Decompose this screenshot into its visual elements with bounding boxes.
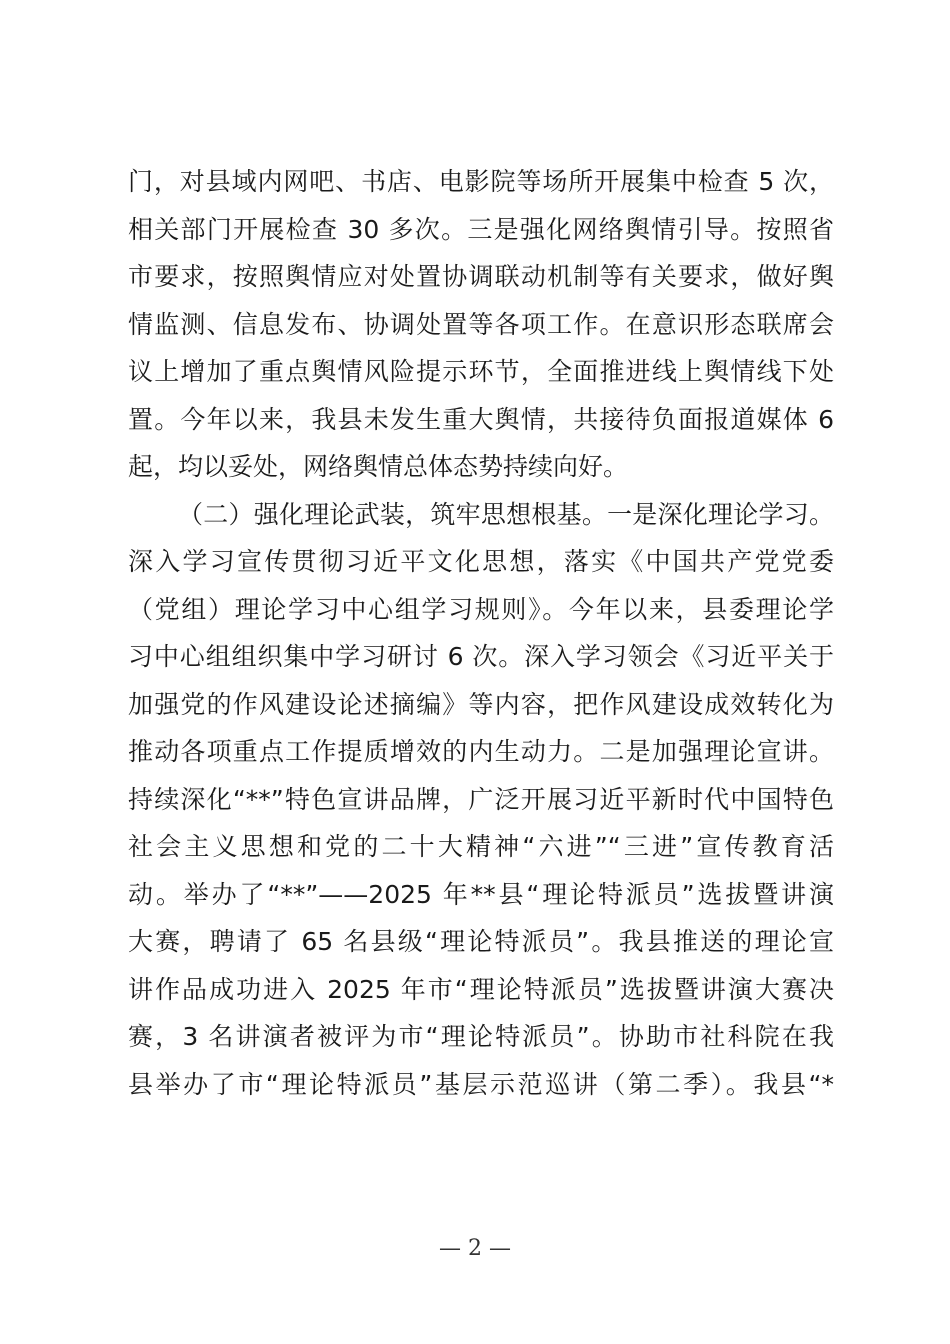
text-line: 动。举办了“**”——2025 年**县“理论特派员”选拔暨讲演 [128, 879, 834, 909]
text-line: 持续深化“**”特色宣讲品牌，广泛开展习近平新时代中国特色 [128, 784, 834, 814]
text-line: 起，均以妥处，网络舆情总体态势持续向好。 [128, 452, 629, 481]
text-line: 市要求，按照舆情应对处置协调联动机制等有关要求，做好舆 [128, 262, 834, 291]
text-line: 大赛，聘请了 65 名县级“理论特派员”。我县推送的理论宣 [128, 927, 834, 956]
paragraph-first-line: （二）强化理论武装，筑牢思想根基。一是深化理论学习。 [178, 499, 834, 529]
text-line: 议上增加了重点舆情风险提示环节，全面推进线上舆情线下处 [128, 357, 834, 386]
text-line: 讲作品成功进入 2025 年市“理论特派员”选拔暨讲演大赛决 [128, 974, 834, 1004]
text-line: 相关部门开展检查 30 多次。三是强化网络舆情引导。按照省 [128, 214, 834, 244]
text-line: 情监测、信息发布、协调处置等各项工作。在意识形态联席会 [128, 309, 834, 339]
text-line: 赛，3 名讲演者被评为市“理论特派员”。协助市社科院在我 [128, 1022, 834, 1051]
text-line: 推动各项重点工作提质增效的内生动力。二是加强理论宣讲。 [128, 737, 834, 766]
text-line: 县举办了市“理论特派员”基层示范巡讲（第二季）。我县“* [128, 1069, 834, 1099]
text-line: 习中心组组织集中学习研讨 6 次。深入学习领会《习近平关于 [128, 642, 834, 671]
page-number: — 2 — [439, 1236, 511, 1261]
body-text [128, 158, 834, 1108]
text-line: 深入学习宣传贯彻习近平文化思想，落实《中国共产党党委 [128, 547, 834, 576]
text-line: 社会主义思想和党的二十大精神“六进”“三进”宣传教育活 [128, 832, 834, 861]
text-line: 加强党的作风建设论述摘编》等内容，把作风建设成效转化为 [128, 689, 834, 719]
text-line: 置。今年以来，我县未发生重大舆情，共接待负面报道媒体 6 [128, 404, 834, 434]
text-line: （党组）理论学习中心组学习规则》。今年以来，县委理论学 [128, 594, 834, 624]
text-line: 门，对县域内网吧、书店、电影院等场所开展集中检查 5 次， [128, 167, 834, 196]
